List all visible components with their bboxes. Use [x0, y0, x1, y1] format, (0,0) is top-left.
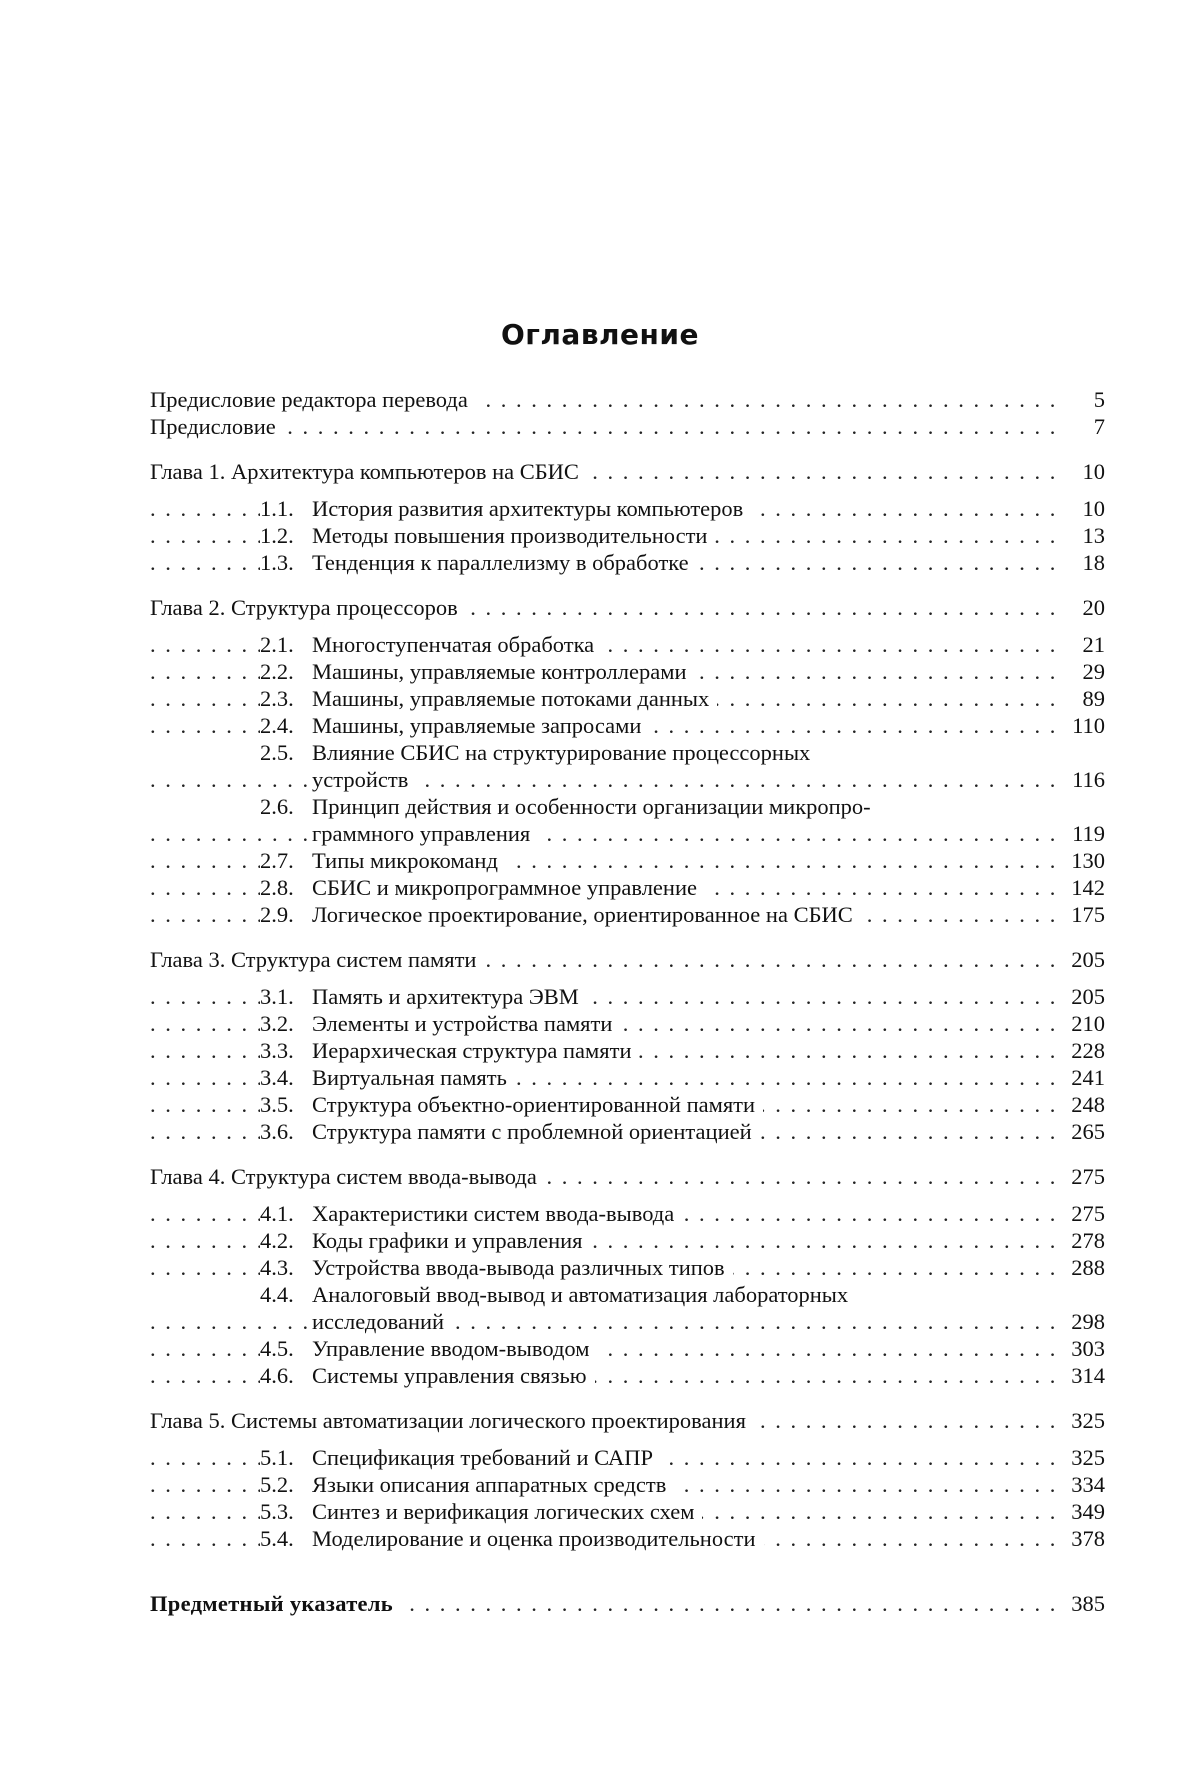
entry-title [260, 1445, 661, 1470]
entry-title: устройств [312, 767, 416, 792]
chapter-heading [150, 1163, 1105, 1190]
section-entry [150, 658, 1105, 685]
section-entry [150, 739, 1105, 766]
entry-title: граммного управления [312, 821, 538, 846]
section-entry [150, 1118, 1105, 1145]
section-entry [150, 1525, 1105, 1552]
page-number: 119 [1066, 820, 1105, 847]
section-number: 1.1. [260, 496, 294, 521]
section-title: Характеристики систем ввода-вывода [312, 1201, 675, 1226]
section-title: Машины, управляемые контроллерами [312, 659, 687, 684]
section-number: 4.6. [260, 1363, 294, 1388]
section-title: Машины, управляемые потоками данных [312, 686, 710, 711]
section-title: Машины, управляемые запросами [312, 713, 642, 738]
section-continuation [150, 766, 1105, 793]
spacer [150, 1389, 1105, 1407]
spacer [150, 440, 1105, 458]
entry-title: Глава 3. Структура систем памяти [150, 947, 484, 972]
page-number: 18 [1077, 549, 1106, 576]
front-entry [150, 413, 1105, 440]
section-entry [150, 495, 1105, 522]
page-number: 20 [1077, 594, 1106, 621]
section-entry [150, 1037, 1105, 1064]
page-number: 275 [1065, 1163, 1105, 1190]
section-number: 4.3. [260, 1255, 294, 1280]
section-number: 2.7. [260, 848, 294, 873]
front-entry [150, 386, 1105, 413]
page-number: 29 [1077, 658, 1106, 685]
chapter-heading [150, 594, 1105, 621]
section-number: 1.3. [260, 550, 294, 575]
section-title: Синтез и верификация логических схем [312, 1499, 695, 1524]
section-number: 4.2. [260, 1228, 294, 1253]
section-number: 3.6. [260, 1119, 294, 1144]
section-entry [150, 631, 1105, 658]
section-number: 2.5. [260, 740, 294, 765]
section-entry [150, 1498, 1105, 1525]
entry-title [260, 550, 697, 575]
page-number: 13 [1077, 522, 1106, 549]
page-number: 298 [1065, 1308, 1105, 1335]
section-number: 3.2. [260, 1011, 294, 1036]
entry-title [260, 632, 602, 657]
entry-title [260, 1363, 595, 1388]
entry-title [260, 496, 751, 521]
section-entry [150, 983, 1105, 1010]
section-title: Аналоговый ввод-вывод и автоматизация лабораторных [312, 1282, 849, 1307]
entry-title [260, 1282, 856, 1307]
page-number: 5 [1088, 386, 1105, 413]
dot-leader [150, 413, 1065, 440]
section-title: Влияние СБИС на структурирование процессорных [312, 740, 811, 765]
spacer [150, 576, 1105, 594]
entry-title: Предметный указатель [150, 1591, 401, 1616]
chapter-heading [150, 458, 1105, 485]
page-number: 10 [1077, 458, 1106, 485]
section-title: Иерархическая структура памяти [312, 1038, 632, 1063]
page-number: 385 [1065, 1590, 1105, 1617]
section-entry [150, 522, 1105, 549]
page-title: Оглавление [500, 318, 699, 351]
section-number: 2.4. [260, 713, 294, 738]
page-number: 142 [1065, 874, 1105, 901]
page-number: 303 [1065, 1335, 1105, 1362]
section-title: Логическое проектирование, ориентированное на СБИС [312, 902, 853, 927]
section-number: 4.5. [260, 1336, 294, 1361]
entry-title: исследований [312, 1309, 452, 1334]
section-entry [150, 1010, 1105, 1037]
entry-title [260, 523, 715, 548]
section-number: 5.1. [260, 1445, 294, 1470]
page-number: 210 [1065, 1010, 1105, 1037]
entry-title: Глава 1. Архитектура компьютеров на СБИС [150, 459, 587, 484]
section-number: 3.5. [260, 1092, 294, 1117]
section-entry [150, 1227, 1105, 1254]
entry-title [260, 1526, 764, 1551]
page-number: 175 [1065, 901, 1105, 928]
page-number: 248 [1065, 1091, 1105, 1118]
section-entry [150, 1471, 1105, 1498]
dot-leader [150, 1308, 1065, 1335]
entry-title [260, 686, 717, 711]
page-number: 275 [1065, 1200, 1105, 1227]
section-number: 4.4. [260, 1282, 294, 1307]
page-number: 89 [1077, 685, 1106, 712]
section-number: 3.1. [260, 984, 294, 1009]
chapter-heading [150, 946, 1105, 973]
section-title: Языки описания аппаратных средств [312, 1472, 667, 1497]
page-number: 205 [1065, 983, 1105, 1010]
section-title: Спецификация требований и САПР [312, 1445, 654, 1470]
section-entry [150, 1254, 1105, 1281]
section-number: 2.9. [260, 902, 294, 927]
page-number: 288 [1065, 1254, 1105, 1281]
page-number: 10 [1077, 495, 1106, 522]
section-title: Многоступенчатая обработка [312, 632, 595, 657]
section-entry [150, 1200, 1105, 1227]
entry-title [260, 1472, 674, 1497]
entry-title [260, 1499, 702, 1524]
section-number: 1.2. [260, 523, 294, 548]
page-number: 334 [1065, 1471, 1105, 1498]
page-number: 325 [1065, 1407, 1105, 1434]
section-number: 2.2. [260, 659, 294, 684]
dot-leader [150, 766, 1065, 793]
section-number: 3.4. [260, 1065, 294, 1090]
dot-leader [150, 820, 1065, 847]
section-number: 2.8. [260, 875, 294, 900]
section-entry [150, 874, 1105, 901]
section-title: Структура памяти с проблемной ориентацией [312, 1119, 752, 1144]
section-entry [150, 1064, 1105, 1091]
page-number: 278 [1065, 1227, 1105, 1254]
section-number: 5.2. [260, 1472, 294, 1497]
page-number: 110 [1066, 712, 1105, 739]
section-title: СБИС и микропрограммное управление [312, 875, 697, 900]
entry-title [260, 902, 861, 927]
entry-title: Глава 4. Структура систем ввода-вывода [150, 1164, 545, 1189]
entry-title [260, 1038, 639, 1063]
entry-title [260, 1228, 591, 1253]
section-title: Структура объектно-ориентированной памяти [312, 1092, 756, 1117]
section-title: Типы микрокоманд [312, 848, 498, 873]
entry-title [260, 1201, 682, 1226]
section-entry [150, 1335, 1105, 1362]
section-entry [150, 712, 1105, 739]
section-entry [150, 1444, 1105, 1471]
entry-title [260, 1011, 620, 1036]
section-number: 2.1. [260, 632, 294, 657]
section-number: 5.4. [260, 1526, 294, 1551]
section-entry [150, 1281, 1105, 1308]
section-title: Элементы и устройства памяти [312, 1011, 613, 1036]
page-number: 349 [1065, 1498, 1105, 1525]
page-number: 241 [1065, 1064, 1105, 1091]
section-title: Память и архитектура ЭВМ [312, 984, 579, 1009]
section-entry [150, 685, 1105, 712]
section-title: Методы повышения производительности [312, 523, 708, 548]
spacer [150, 1552, 1105, 1570]
page-number: 116 [1066, 766, 1105, 793]
section-title: Управление вводом-выводом [312, 1336, 590, 1361]
entry-title [260, 875, 705, 900]
section-number: 4.1. [260, 1201, 294, 1226]
section-title: Моделирование и оценка производительности [312, 1526, 756, 1551]
section-title: Принцип действия и особенности организации микропро- [312, 794, 871, 819]
section-number: 3.3. [260, 1038, 294, 1063]
section-entry [150, 847, 1105, 874]
page-number: 265 [1065, 1118, 1105, 1145]
entry-title [260, 1065, 515, 1090]
entry-title [260, 848, 506, 873]
entry-title [260, 984, 587, 1009]
entry-title: Предисловие [150, 414, 284, 439]
index-entry [150, 1590, 1105, 1617]
section-entry [150, 901, 1105, 928]
page-number: 228 [1065, 1037, 1105, 1064]
section-entry [150, 549, 1105, 576]
chapter-heading [150, 1407, 1105, 1434]
page-number: 325 [1065, 1444, 1105, 1471]
section-title: Системы управления связью [312, 1363, 587, 1388]
section-title: Устройства ввода-вывода различных типов [312, 1255, 725, 1280]
entry-title [260, 1336, 597, 1361]
entry-title: Глава 2. Структура процессоров [150, 595, 466, 620]
page-number: 314 [1065, 1362, 1105, 1389]
section-continuation [150, 820, 1105, 847]
section-title: Тенденция к параллелизму в обработке [312, 550, 689, 575]
page-number: 130 [1065, 847, 1105, 874]
section-number: 2.6. [260, 794, 294, 819]
section-continuation [150, 1308, 1105, 1335]
page-number: 378 [1065, 1525, 1105, 1552]
section-entry [150, 1091, 1105, 1118]
entry-title: Глава 5. Системы автоматизации логического проектирования [150, 1408, 754, 1433]
section-entry [150, 1362, 1105, 1389]
entry-title [260, 794, 879, 819]
page-number: 205 [1065, 946, 1105, 973]
entry-title [260, 1119, 760, 1144]
page-number: 21 [1077, 631, 1106, 658]
spacer [150, 1145, 1105, 1163]
entry-title [260, 740, 818, 765]
entry-title: Предисловие редактора перевода [150, 387, 476, 412]
entry-title [260, 713, 649, 738]
section-title: Виртуальная память [312, 1065, 507, 1090]
entry-title [260, 659, 695, 684]
section-entry [150, 793, 1105, 820]
section-number: 5.3. [260, 1499, 294, 1524]
entry-title [260, 1255, 733, 1280]
spacer [150, 928, 1105, 946]
page-number: 7 [1088, 413, 1105, 440]
section-number: 2.3. [260, 686, 294, 711]
table-of-contents [150, 386, 1105, 1617]
section-title: Коды графики и управления [312, 1228, 583, 1253]
section-title: История развития архитектуры компьютеров [312, 496, 744, 521]
entry-title [260, 1092, 763, 1117]
